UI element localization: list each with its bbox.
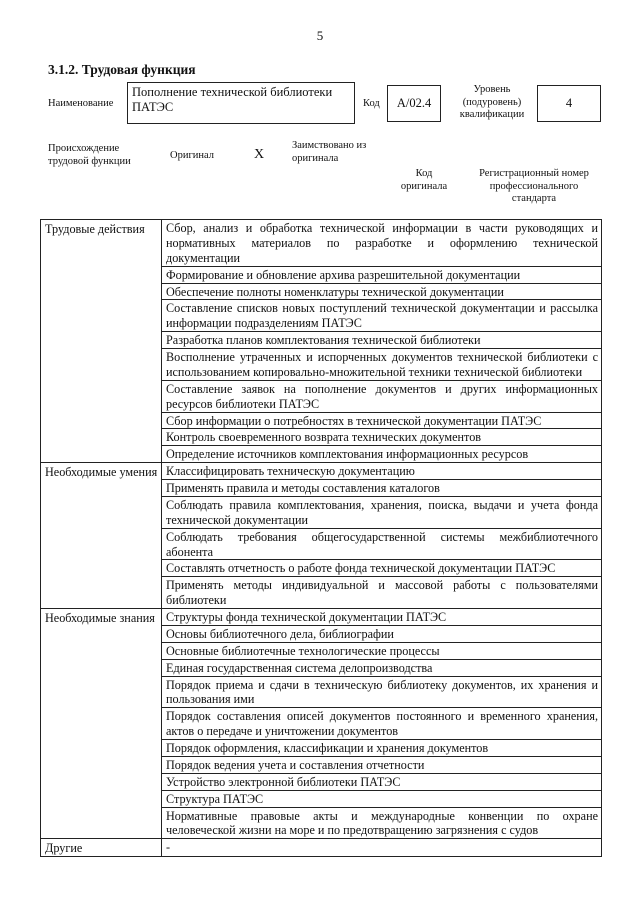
level-label: Уровень (подуровень) квалификации — [459, 84, 525, 121]
level-box — [537, 85, 601, 122]
section-label: Необходимые знания — [41, 609, 162, 839]
function-name-box — [127, 82, 355, 124]
borrowed-label: Заимствовано из оригинала — [292, 140, 367, 164]
section-item: Применять правила и методы составления каталогов — [162, 480, 602, 497]
section-item: Определение источников комплектования информационных ресурсов — [162, 446, 602, 463]
table-row — [41, 609, 602, 626]
section-item: Восполнение утраченных и испорченных документов технической библиотеки с использованием копировально-множительной техники технической библиотеки — [162, 349, 602, 381]
page-number: 5 — [316, 28, 324, 43]
section-item: Составление заявок на пополнение документов и других информационных ресурсов библиотеки ПАТЭС — [162, 380, 602, 412]
section-item: Формирование и обновление архива разрешительной документации — [162, 266, 602, 283]
code-value: А/02.4 — [396, 96, 432, 110]
section-item: Сбор информации о потребностях в технической документации ПАТЭС — [162, 412, 602, 429]
section-item: Порядок составления описей документов постоянного и временного хранения, актов о передаче и уничтожении документов — [162, 708, 602, 740]
section-label: Необходимые умения — [41, 463, 162, 609]
code-original-label: Код оригинала — [400, 168, 448, 192]
section-item: Сбор, анализ и обработка технической информации в части руководящих и нормативных материалов по разработке и оформлению технической документации — [162, 220, 602, 267]
table-row — [41, 463, 602, 480]
section-item: Соблюдать правила комплектования, хранения, поиска, выдачи и учета фонда технической документации — [162, 496, 602, 528]
section-item: Контроль своевременного возврата технических документов — [162, 429, 602, 446]
table-row — [41, 220, 602, 267]
section-item: Классифицировать техническую документацию — [162, 463, 602, 480]
section-label: Трудовые действия — [41, 220, 162, 463]
section-item: Устройство электронной библиотеки ПАТЭС — [162, 773, 602, 790]
section-item: Основы библиотечного дела, библиографии — [162, 625, 602, 642]
section-item: Разработка планов комплектования технической библиотеки — [162, 332, 602, 349]
table-row — [41, 839, 602, 857]
function-name-value: Пополнение технической библиотеки ПАТЭС — [132, 85, 333, 114]
section-item: Единая государственная система делопроизводства — [162, 659, 602, 676]
name-label: Наименование — [48, 98, 114, 109]
section-item: Применять методы индивидуальной и массовой работы с пользователями библиотеки — [162, 577, 602, 609]
section-item: Составлять отчетность о работе фонда технической документации ПАТЭС — [162, 560, 602, 577]
level-value: 4 — [565, 96, 573, 110]
section-item: Нормативные правовые акты и международные конвенции по охране человеческой жизни на море и по предотвращению загрязнения с судов — [162, 807, 602, 839]
function-table — [40, 219, 602, 857]
section-heading: 3.1.2. Трудовая функция — [48, 62, 196, 77]
original-label: Оригинал — [170, 150, 214, 161]
section-item: Порядок оформления, классификации и хранения документов — [162, 740, 602, 757]
section-item: Обеспечение полноты номенклатуры технической документации — [162, 283, 602, 300]
section-item: Составление списков новых поступлений технической документации и рассылка информации подразделениям ПАТЭС — [162, 300, 602, 332]
section-label: Другие — [41, 839, 162, 857]
section-item: Основные библиотечные технологические процессы — [162, 642, 602, 659]
code-box — [387, 85, 441, 122]
section-item: Порядок приема и сдачи в техническую библиотеку документов, их хранения и пользования ими — [162, 676, 602, 708]
original-mark: X — [254, 147, 265, 162]
section-item: Соблюдать требования общегосударственной системы межбиблиотечного абонента — [162, 528, 602, 560]
reg-number-label: Регистрационный номер профессионального стандарта — [479, 168, 589, 205]
section-item: - — [162, 839, 602, 857]
section-item: Структуры фонда технической документации ПАТЭС — [162, 609, 602, 626]
section-item: Структура ПАТЭС — [162, 790, 602, 807]
code-label: Код — [363, 98, 380, 109]
section-item: Порядок ведения учета и составления отчетности — [162, 756, 602, 773]
origin-label: Происхождение трудовой функции — [48, 143, 131, 167]
